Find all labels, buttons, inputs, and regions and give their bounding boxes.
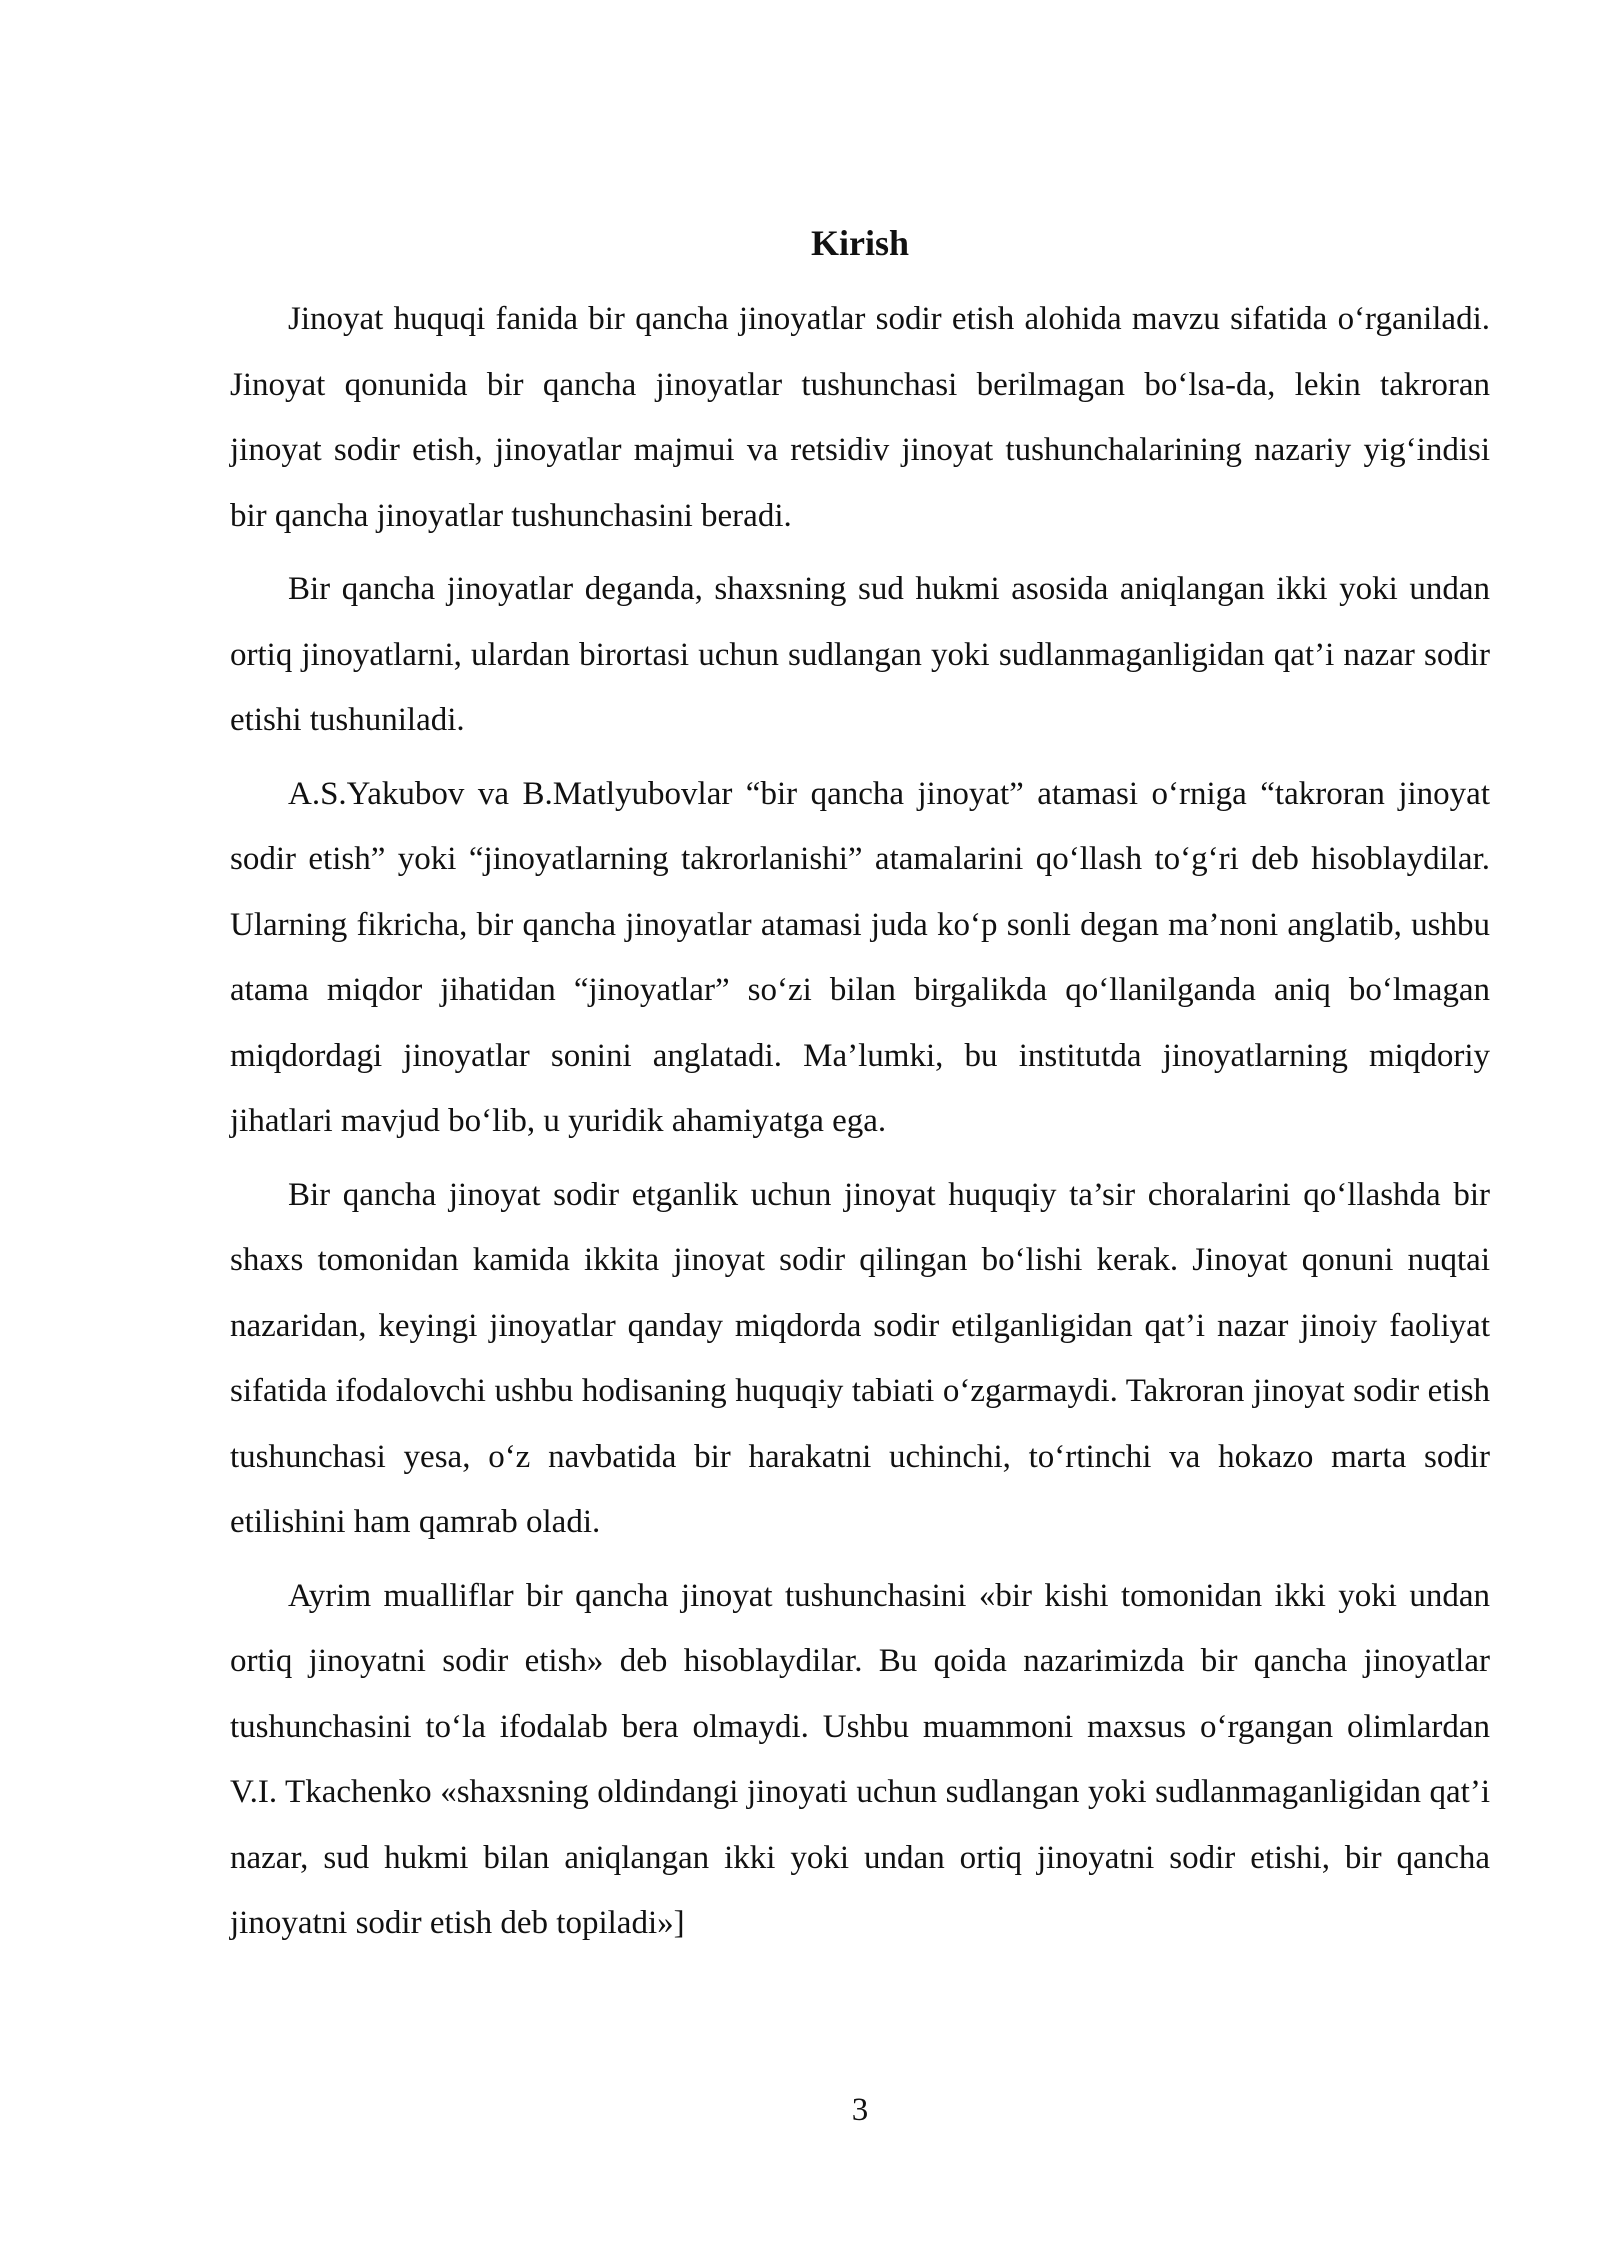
page-title: Kirish [810, 223, 909, 263]
paragraph-3: A.S.Yakubov va B.Matlyubovlar “bir qancha jinoyat” atamasi o‘rniga “takroran jinoyat sodir etish” yoki “jinoyatlarning takrorlanishi” atamalarini qo‘llash to‘g‘ri deb hisoblaydilar. Ularning fikricha, bir qancha jinoyatlar atamasi juda ko‘p sonli degan ma’noni anglatib, ushbu atama miqdor jihatidan “jinoyatlar” so‘zi bilan birgalikda qo‘llanilganda aniq bo‘lmagan miqdordagi jinoyatlar sonini anglatadi. Ma’lumki, bu institutda jinoyatlarning miqdoriy jihatlari mavjud bo‘lib, u yuridik ahamiyatga ega. [230, 775, 1490, 1139]
page-number: 3 [851, 2092, 869, 2128]
body-text [230, 287, 1490, 1965]
paragraph-2: Bir qancha jinoyatlar deganda, shaxsning sud hukmi asosida aniqlangan ikki yoki undan ortiq jinoyatlarni, ulardan birortasi uchun sudlangan yoki sudlanmaganligidan qat’i nazar sodir etishi tushuniladi. [230, 571, 1490, 738]
paragraph-1: Jinoyat huquqi fanida bir qancha jinoyatlar sodir etish alohida mavzu sifatida o‘rganiladi. Jinoyat qonunida bir qancha jinoyatlar tushunchasi berilmagan bo‘lsa-da, lekin takroran jinoyat sodir etish, jinoyatlar majmui va retsidiv jinoyat tushunchalarining nazariy yig‘indisi bir qancha jinoyatlar tushunchasini beradi. [230, 301, 1490, 534]
paragraph-4: Bir qancha jinoyat sodir etganlik uchun jinoyat huquqiy ta’sir choralarini qo‘llashda bir shaxs tomonidan kamida ikkita jinoyat sodir qilingan bo‘lishi kerak. Jinoyat qonuni nuqtai nazaridan, keyingi jinoyatlar qanday miqdorda sodir etilganligidan qat’i nazar jinoiy faoliyat sifatida ifodalovchi ushbu hodisaning huquqiy tabiati o‘zgarmaydi. Takroran jinoyat sodir etish tushunchasi yesa, o‘z navbatida bir harakatni uchinchi, to‘rtinchi va hokazo marta sodir etilishini ham qamrab oladi. [230, 1176, 1490, 1540]
paragraph-5: Ayrim mualliflar bir qancha jinoyat tushunchasini «bir kishi tomonidan ikki yoki undan ortiq jinoyatni sodir etish» deb hisoblaydilar. Bu qoida nazarimizda bir qancha jinoyatlar tushunchasini to‘la ifodalab bera olmaydi. Ushbu muammoni maxsus o‘rgangan olimlardan V.I. Tkachenko «shaxsning oldindangi jinoyati uchun sudlangan yoki sudlanmaganligidan qat’i nazar, sud hukmi bilan aniqlangan ikki yoki undan ortiq jinoyatni sodir etishi, bir qancha jinoyatni sodir etish deb topiladi»] [230, 1577, 1490, 1941]
